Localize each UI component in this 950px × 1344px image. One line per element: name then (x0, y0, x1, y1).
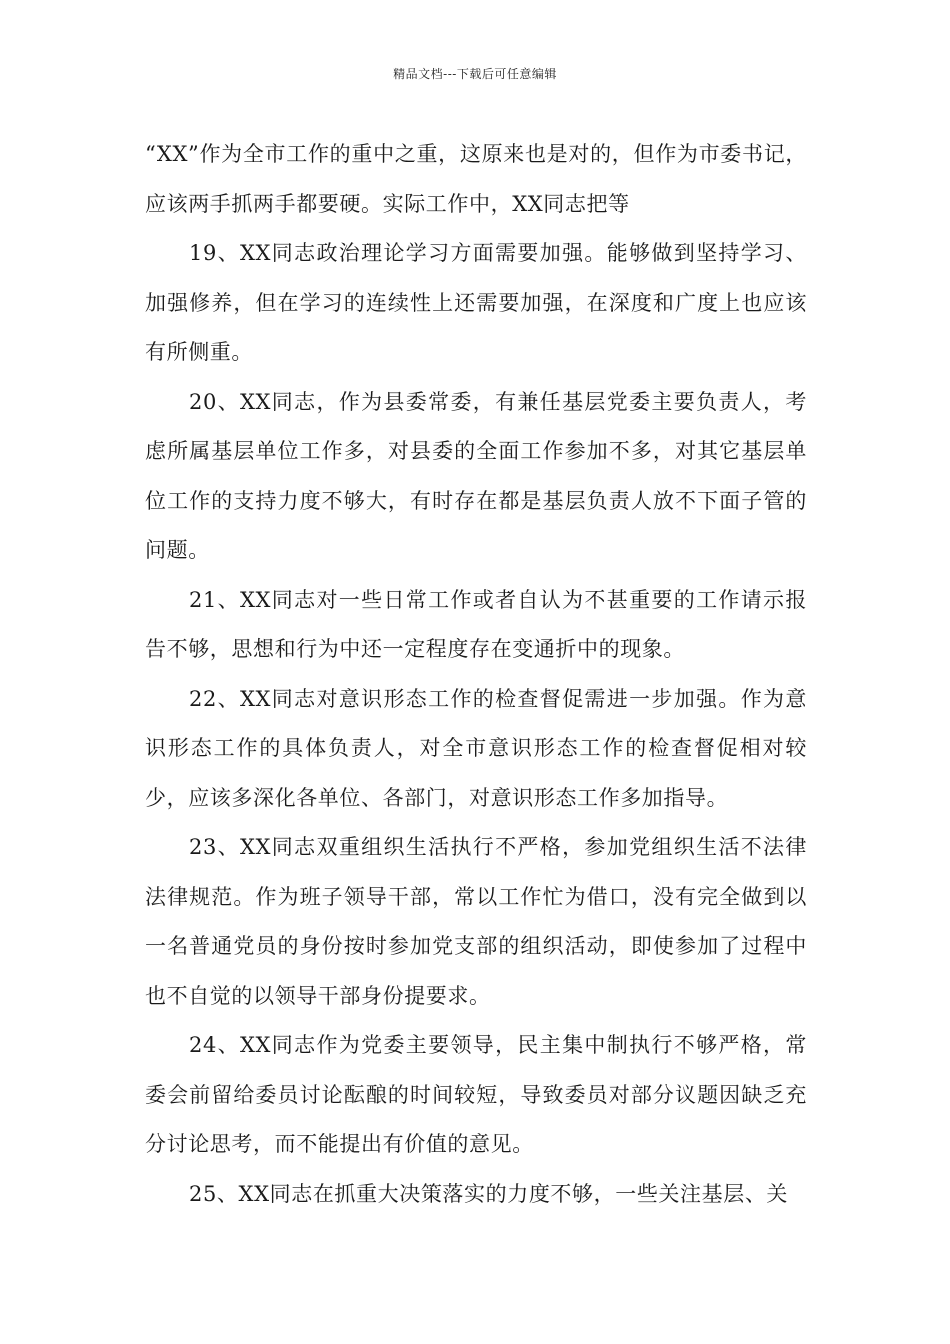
paragraph-item-25: 25、XX同志在抓重大决策落实的力度不够，一些关注基层、关 (189, 1181, 789, 1206)
page-header: 精品文档---下载后可任意编辑 (393, 67, 557, 81)
paragraph-item-20: 20、XX同志，作为县委常委，有兼任基层党委主要负责人，考虑所属基层单位工作多，对县委的全面工作参加不多，对其它基层单位工作的支持力度不够大，有时存在都是基层负责人放不下面子管的问题。 (145, 389, 807, 562)
document-body (145, 130, 807, 1219)
paragraph-item-23: 23、XX同志双重组织生活执行不严格，参加党组织生活不法律法律规范。作为班子领导干部，常以工作忙为借口，没有完全做到以一名普通党员的身份按时参加党支部的组织活动，即使参加了过程中也不自觉的以领导干部身份提要求。 (145, 835, 807, 1008)
paragraph-item-21: 21、XX同志对一些日常工作或者自认为不甚重要的工作请示报告不够，思想和行为中还一定程度存在变通折中的现象。 (145, 587, 807, 661)
paragraph-item-22: 22、XX同志对意识形态工作的检查督促需进一步加强。作为意识形态工作的具体负责人，对全市意识形态工作的检查督促相对较少，应该多深化各单位、各部门，对意识形态工作多加指导。 (145, 686, 807, 810)
paragraph-continuation: “XX”作为全市工作的重中之重，这原来也是对的，但作为市委书记，应该两手抓两手都要硬。实际工作中，XX同志把等 (145, 142, 807, 216)
paragraph-item-19: 19、XX同志政治理论学习方面需要加强。能够做到坚持学习、加强修养，但在学习的连续性上还需要加强，在深度和广度上也应该有所侧重。 (145, 241, 807, 364)
paragraph-item-24: 24、XX同志作为党委主要领导，民主集中制执行不够严格，常委会前留给委员讨论酝酿的时间较短，导致委员对部分议题因缺乏充分讨论思考，而不能提出有价值的意见。 (145, 1033, 807, 1156)
